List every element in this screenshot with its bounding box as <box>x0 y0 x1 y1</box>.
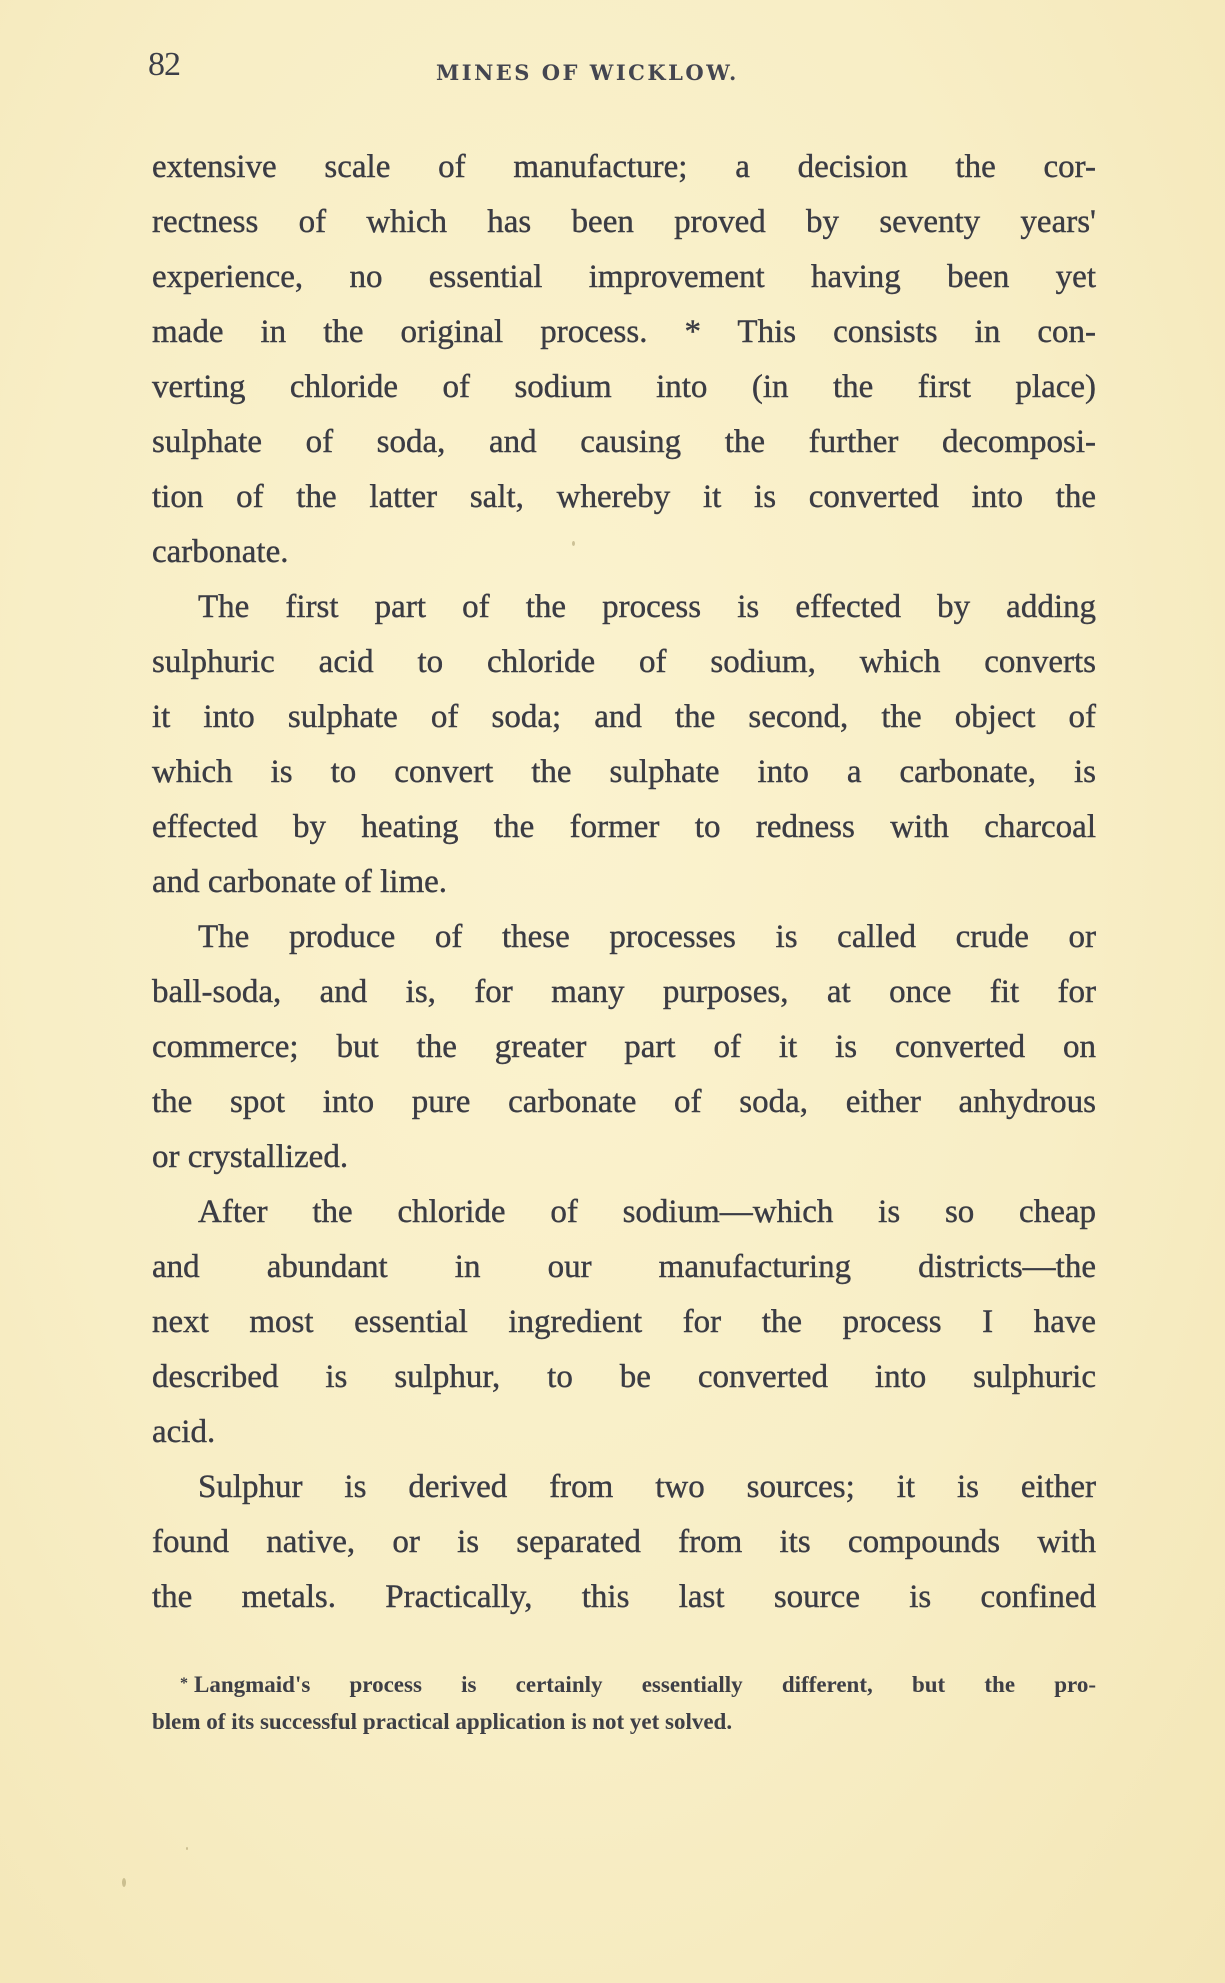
text-line: sulphuric acid to chloride of sodium, which converts <box>152 644 1096 680</box>
text-line: found native, or is separated from its compounds with <box>152 1524 1096 1560</box>
text-line: made in the original process. * This consists in con- <box>152 314 1096 350</box>
text-line: Sulphur is derived from two sources; it is either <box>198 1469 1096 1505</box>
text-line: sulphate of soda, and causing the further decomposi- <box>152 424 1096 460</box>
text-line: the metals. Practically, this last source is confined <box>152 1579 1096 1615</box>
text-line: carbonate. <box>152 534 289 570</box>
footnote-line <box>152 1665 1096 1703</box>
running-head <box>148 46 1108 96</box>
text-line: the spot into pure carbonate of soda, either anhydrous <box>152 1084 1096 1120</box>
text-line: and abundant in our manufacturing districts—the <box>152 1249 1096 1285</box>
text-line: verting chloride of sodium into (in the first place) <box>152 369 1096 405</box>
text-line: rectness of which has been proved by seventy years' <box>152 204 1096 240</box>
text-line: next most essential ingredient for the process I have <box>152 1304 1096 1340</box>
text-line: it into sulphate of soda; and the second, the object of <box>152 699 1096 735</box>
text-line: The first part of the process is effected by adding <box>198 589 1096 625</box>
paper-speck <box>186 1847 188 1850</box>
text-line: After the chloride of sodium—which is so cheap <box>198 1194 1096 1230</box>
footnote-line: blem of its successful practical application is not yet solved. <box>152 1709 733 1734</box>
text-line: experience, no essential improvement having been yet <box>152 259 1096 295</box>
text-line: and carbonate of lime. <box>152 864 448 900</box>
body-text <box>152 140 1096 1625</box>
text-line: The produce of these processes is called crude or <box>198 919 1096 955</box>
paper-speck <box>572 541 575 546</box>
text-line: or crystallized. <box>152 1139 349 1175</box>
text-line: which is to convert the sulphate into a carbonate, is <box>152 754 1096 790</box>
text-line: described is sulphur, to be converted into sulphuric <box>152 1359 1096 1395</box>
text-line: extensive scale of manufacture; a decision the cor- <box>152 149 1096 185</box>
text-line: effected by heating the former to redness with charcoal <box>152 809 1096 845</box>
running-title: MINES OF WICKLOW. <box>436 60 739 85</box>
paper-speck <box>122 1878 126 1887</box>
footnote <box>152 1665 1096 1741</box>
footnote-text: Langmaid's process is certainly essentially different, but the pro- <box>194 1672 1096 1697</box>
footnote-marker: * <box>180 1675 188 1692</box>
text-line: commerce; but the greater part of it is converted on <box>152 1029 1096 1065</box>
text-line: tion of the latter salt, whereby it is converted into the <box>152 479 1096 515</box>
text-line: ball-soda, and is, for many purposes, at once fit for <box>152 974 1096 1010</box>
page-number: 82 <box>148 46 180 83</box>
text-line: acid. <box>152 1414 216 1450</box>
